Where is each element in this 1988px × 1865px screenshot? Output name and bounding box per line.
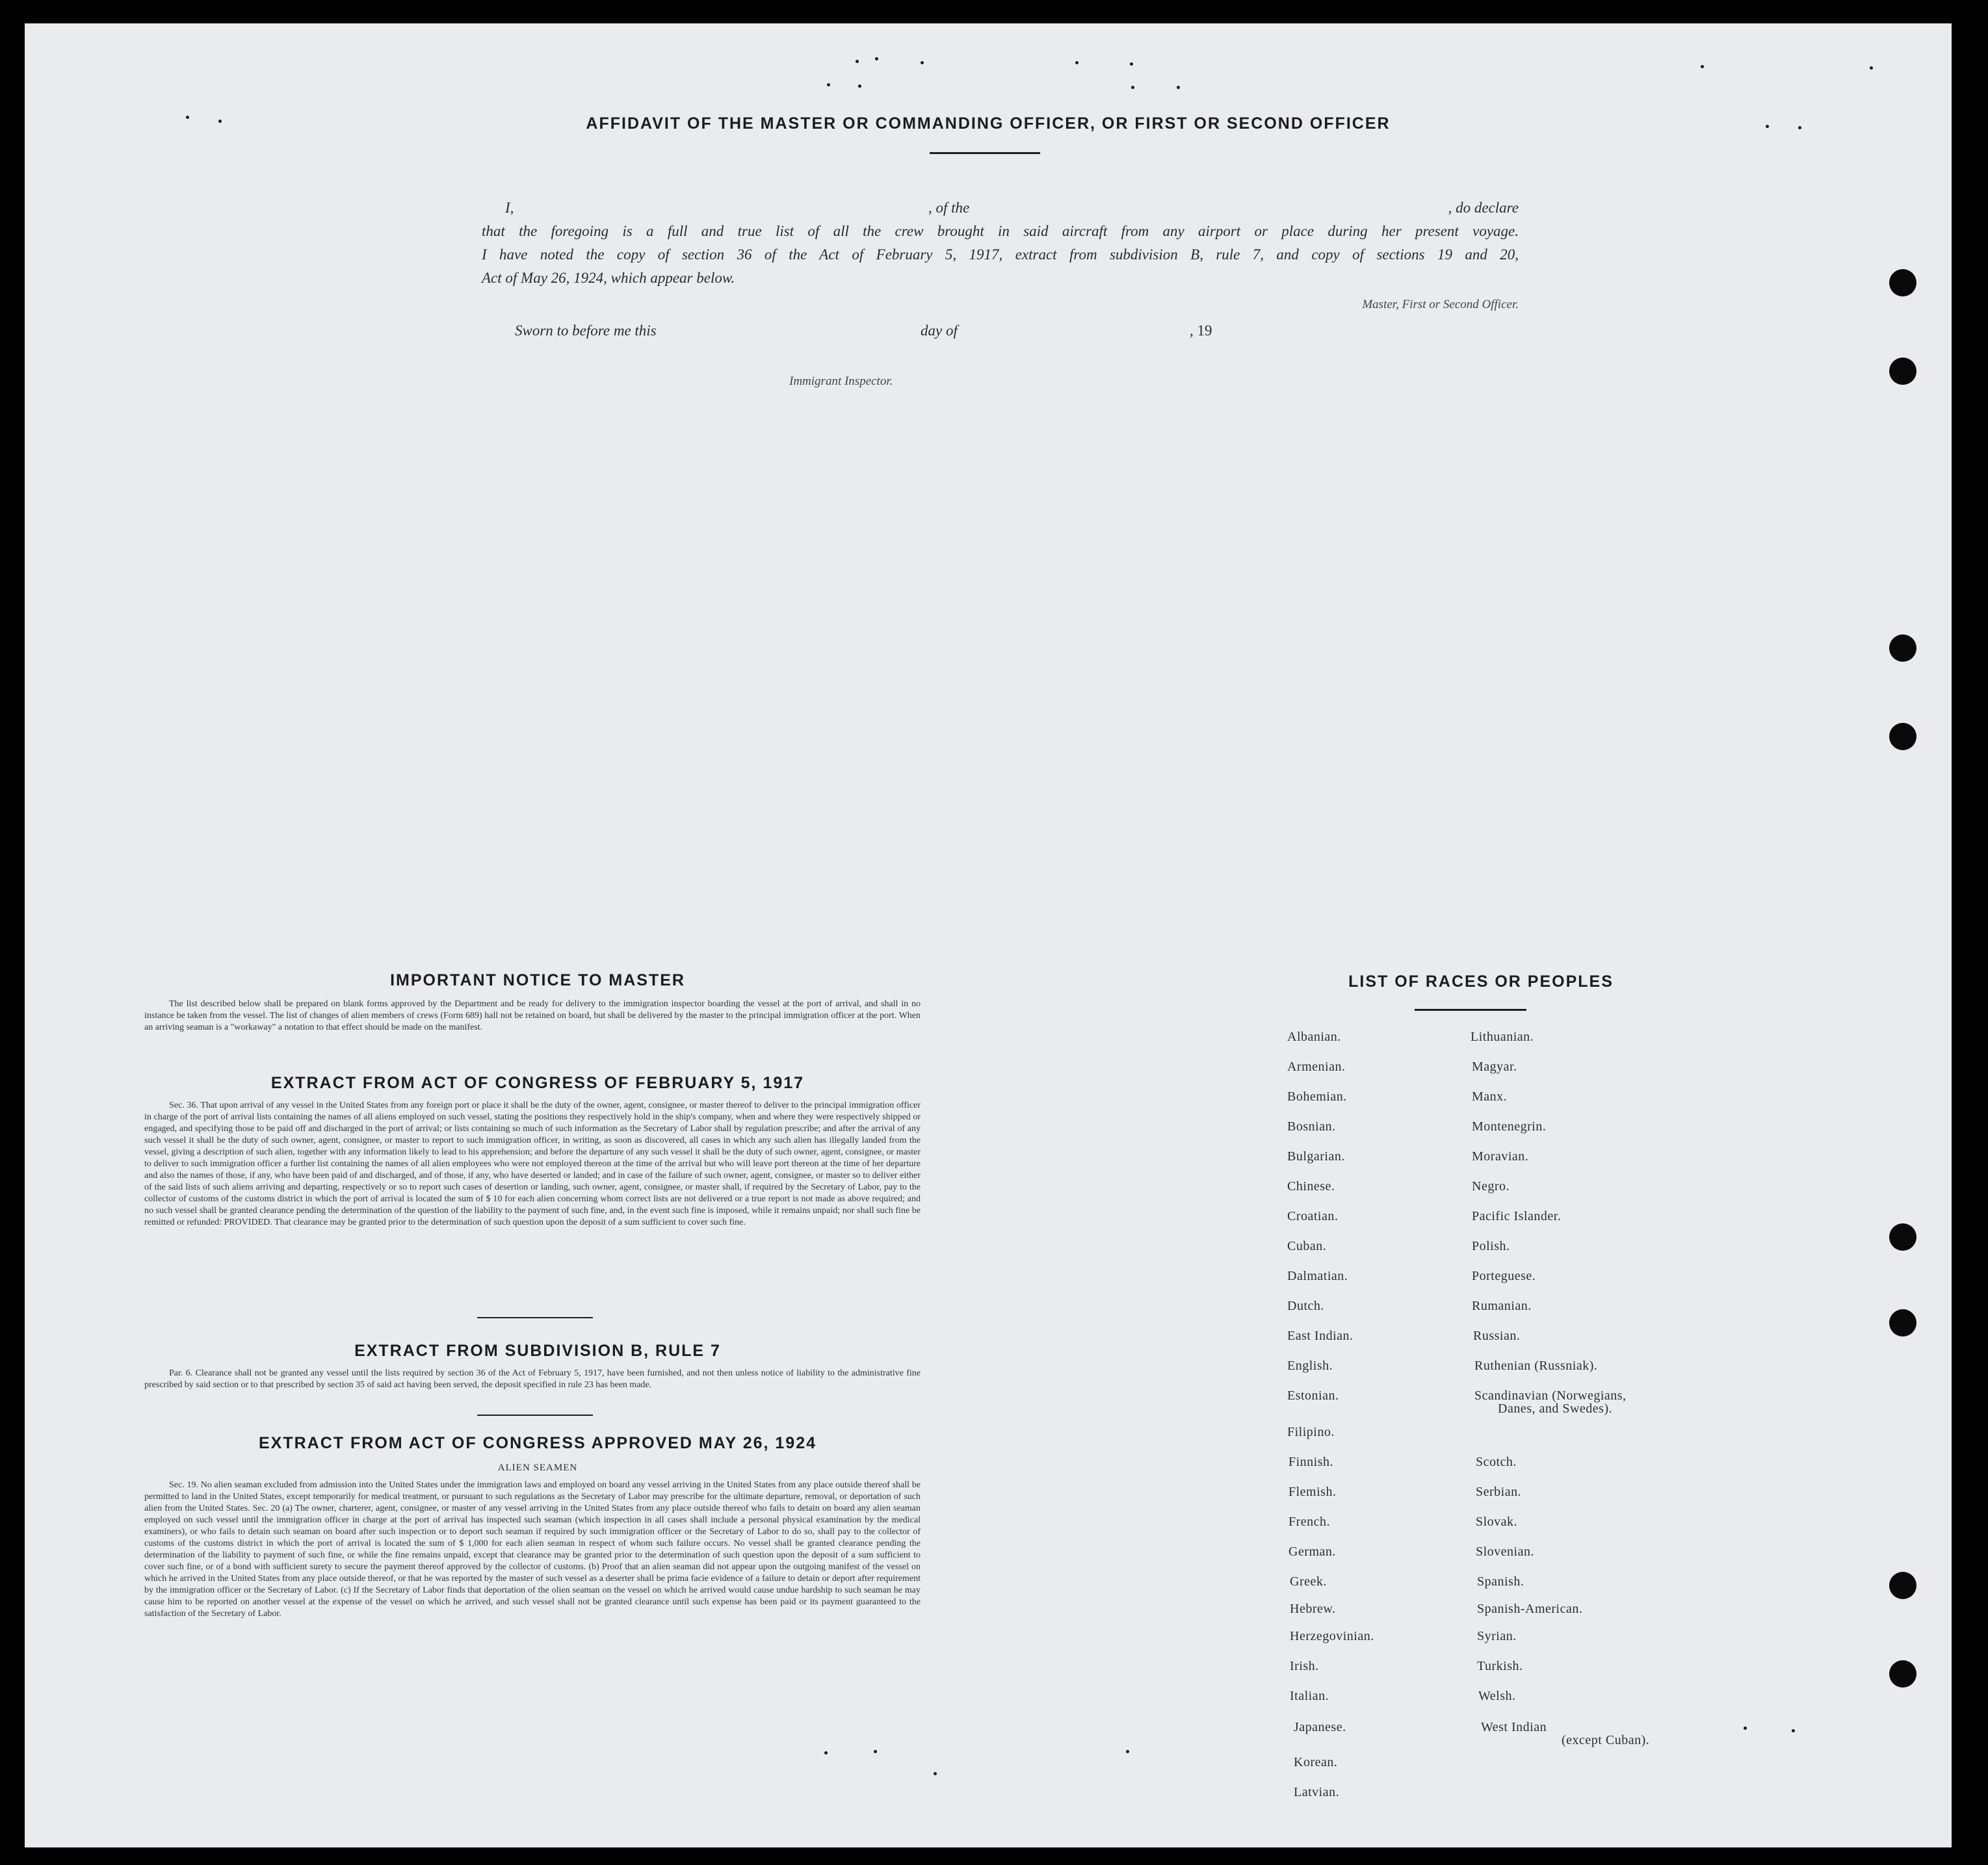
race-item: Albanian. — [1287, 1030, 1341, 1044]
punch-hole — [1889, 358, 1916, 385]
day-of-label: day of — [921, 322, 958, 339]
race-item: Croatian. — [1287, 1209, 1339, 1223]
affidavit-body — [482, 196, 1519, 290]
race-item: Moravian. — [1472, 1149, 1529, 1164]
extract-1924-subtitle: ALIEN SEAMEN — [497, 1463, 578, 1473]
race-item: Flemish. — [1288, 1485, 1337, 1499]
race-item: Porteguese. — [1472, 1269, 1536, 1283]
punch-hole — [1889, 723, 1916, 750]
race-item: Slovak. — [1476, 1515, 1518, 1529]
race-item: Magyar. — [1472, 1060, 1517, 1074]
punch-hole — [1889, 269, 1916, 296]
speck — [1701, 65, 1704, 68]
race-item: East Indian. — [1287, 1329, 1354, 1343]
speck — [934, 1772, 937, 1775]
notice-text: The list described below shall be prepared on blank forms approved by the Department and be ready for delivery to the immigration inspector boarding the vessel at the port of arrival, and shall in no instance be taken from the vessel. The list of changes of alien members of crews (Form 689) hall not be retained on board, but shall be delivered by the master to the principal immigration officer at the port. When an arriving seaman is a "workaway" a notation to that effect should be made on the manifest. — [144, 999, 921, 1032]
affidavit-title: AFFIDAVIT OF THE MASTER OR COMMANDING OFFICER, OR FIRST OR SECOND OFFICER — [586, 114, 1391, 133]
race-item: Serbian. — [1476, 1485, 1522, 1499]
speck — [824, 1751, 828, 1754]
race-item: Danes, and Swedes). — [1498, 1402, 1613, 1416]
race-item: Welsh. — [1478, 1689, 1516, 1703]
speck — [1075, 61, 1079, 64]
extract-1924-text: Sec. 19. No alien seaman excluded from admission into the United States under the immigration laws and employed on board any vessel arriving in the United States from any place outside thereof shall be permitted to land in the United States, except temporarily for medical treatment, or pursuant to such regulations as the Secretary of Labor may prescribe for the ultimate departure, removal, or deportation of such alien from the United States. Sec. 20 (a) The owner, charterer, agent, consignee, or master of any vessel arriving in the United States from any place outside thereof who fails to detain on board any alien seaman employed on such vessel until the immigration officer in charge at the port of arrival has inspected such seaman (which inspection in all cases shall include a personal physical examination by the medical examiners), or who fails to detain such seaman on board after such inspection or to deport such seaman if required by such immigration officer or the Secretary of Labor to do so, shall pay to the collector of customs of the customs district in which the port of arrival is located the sum of $ 1,000 for each alien seaman in respect of whom such failure occurs. No vessel shall be granted clearance pending the determination of the liability to payment of such fine, or while the fine remains unpaid, except that clearance may be granted prior to the determination of such question upon the deposit of a sum sufficient to cover such fine, or of a bond with sufficient surety to secure the payment thereof approved by the collector of customs. (b) Proof that an alien seaman did not appear upon the outgoing manifest of the vessel on which he arrived in the United States from any place outside thereof, or that he was reported by the master of such vessel as a deserter shall be prima facie evidence of a failure to detain or deport after requirement by the immigration officer or the Secretary of Labor. (c) If the Secretary of Labor finds that deportation of the olien seaman on the vessel on which he arrived would cause undue hardship to such seaman he may cause him to be reported on another vessel at the expense of the vessel on which he arrived, and such vessel shall not be granted clearance until such expense has been paid or its payment guaranteed to the satisfaction of the Secretary of Labor. — [144, 1480, 921, 1619]
race-item: Filipino. — [1287, 1425, 1335, 1439]
race-item: Bulgarian. — [1287, 1149, 1345, 1164]
race-item: Greek. — [1290, 1574, 1327, 1589]
speck — [827, 83, 830, 86]
speck — [1177, 86, 1180, 89]
race-item: Italian. — [1290, 1689, 1329, 1703]
affidavit-declare: , do declare — [1448, 200, 1519, 216]
speck — [1130, 62, 1133, 66]
race-item: Montenegrin. — [1472, 1119, 1547, 1134]
notice-title: IMPORTANT NOTICE TO MASTER — [390, 971, 685, 989]
race-item: Dutch. — [1287, 1299, 1324, 1313]
divider-rule — [477, 1317, 593, 1318]
race-item: Spanish. — [1477, 1574, 1524, 1589]
race-item: Dalmatian. — [1287, 1269, 1348, 1283]
rule7-title: EXTRACT FROM SUBDIVISION B, RULE 7 — [354, 1342, 721, 1360]
speck — [186, 116, 189, 119]
speck — [874, 1750, 877, 1753]
race-item: Finnish. — [1288, 1455, 1334, 1469]
affidavit-line-2: that the foregoing is a full and true list of all the crew brought in said aircraft from any airport or place during her present voyage. — [482, 223, 1519, 239]
affidavit-of-the: , of the — [928, 200, 970, 216]
race-item: Lithuanian. — [1471, 1030, 1534, 1044]
race-item: Latvian. — [1294, 1785, 1340, 1799]
speck — [1798, 126, 1801, 129]
race-item: (except Cuban). — [1562, 1733, 1650, 1747]
race-item: Slovenian. — [1476, 1545, 1534, 1559]
affidavit-line-4: Act of May 26, 1924, which appear below. — [482, 270, 735, 286]
race-item: Syrian. — [1477, 1629, 1517, 1643]
race-item: Polish. — [1472, 1239, 1510, 1253]
speck — [1766, 125, 1769, 128]
race-item: Cuban. — [1287, 1239, 1327, 1253]
speck — [1792, 1729, 1795, 1732]
race-item: Turkish. — [1477, 1659, 1523, 1673]
master-signature-label: Master, First or Second Officer. — [1362, 298, 1519, 311]
speck — [858, 85, 861, 88]
race-item: Negro. — [1472, 1179, 1510, 1193]
race-item: Scotch. — [1476, 1455, 1517, 1469]
races-rule — [1415, 1009, 1526, 1011]
race-item: Manx. — [1472, 1089, 1508, 1104]
extract-1924-title: EXTRACT FROM ACT OF CONGRESS APPROVED MAY 26, 1924 — [258, 1434, 817, 1452]
speck — [218, 120, 222, 123]
affidavit-i: I, — [505, 200, 514, 216]
inspector-label: Immigrant Inspector. — [789, 374, 893, 388]
race-item: Scandinavian (Norwegians, — [1474, 1389, 1627, 1403]
race-item: Korean. — [1294, 1755, 1338, 1769]
speck — [921, 61, 924, 64]
speck — [875, 57, 878, 60]
speck — [1131, 86, 1134, 89]
race-item: Rumanian. — [1472, 1299, 1532, 1313]
affidavit-line-3: I have noted the copy of section 36 of the Act of February 5, 1917, extract from subdivision B, rule 7, and copy of sections 19 and 20, — [482, 246, 1519, 263]
race-item: Bohemian. — [1287, 1089, 1347, 1104]
document-page — [25, 23, 1952, 1847]
race-item: Chinese. — [1287, 1179, 1335, 1193]
race-item: Japanese. — [1294, 1720, 1346, 1734]
punch-hole — [1889, 1572, 1916, 1599]
divider-rule — [477, 1415, 593, 1416]
race-item: Pacific Islander. — [1472, 1209, 1562, 1223]
race-item: Bosnian. — [1287, 1119, 1336, 1134]
race-item: Hebrew. — [1290, 1602, 1336, 1616]
race-item: Ruthenian (Russniak). — [1474, 1359, 1598, 1373]
race-item: Herzegovinian. — [1290, 1629, 1374, 1643]
races-title: LIST OF RACES OR PEOPLES — [1348, 972, 1614, 991]
race-item: West Indian — [1481, 1720, 1547, 1734]
punch-hole — [1889, 1223, 1916, 1251]
sworn-label: Sworn to before me this — [515, 322, 657, 339]
race-item: Estonian. — [1287, 1389, 1339, 1403]
race-item: Irish. — [1290, 1659, 1319, 1673]
rule7-text: Par. 6. Clearance shall not be granted any vessel until the lists required by section 36 of the Act of February 5, 1917, have been furnished, and not then unless notice of liability to the administrative fine prescribed by said section or to that prescribed by section 35 of said act having been served, the deposit specified in rule 23 has been made. — [144, 1368, 921, 1390]
punch-hole — [1889, 634, 1916, 662]
speck — [1744, 1727, 1747, 1730]
year-label: , 19 — [1190, 322, 1212, 339]
speck — [1126, 1750, 1129, 1753]
extract-1917-title: EXTRACT FROM ACT OF CONGRESS OF FEBRUARY 5, 1917 — [270, 1074, 805, 1092]
speck — [856, 60, 859, 63]
affidavit-line-1 — [482, 196, 1519, 220]
punch-hole — [1889, 1660, 1916, 1688]
race-item: Armenian. — [1287, 1060, 1346, 1074]
speck — [1870, 66, 1873, 70]
race-item: Russian. — [1473, 1329, 1521, 1343]
race-item: Spanish-American. — [1477, 1602, 1583, 1616]
race-item: English. — [1287, 1359, 1333, 1373]
extract-1917-text: Sec. 36. That upon arrival of any vessel in the United States from any foreign port or place it shall be the duty of the owner, agent, consignee, or master thereof to deliver to the principal immigration officer in charge of the port of arrival lists containing the names of all aliens employed on such vessel, stating the positions they respectively hold in the ship's company, when and where they were respectively shipped or engaged, and specifying those to be paid off and discharged in the port of arrival; or lists containing so much of such information as the Secretary of Labor shall by regulation prescribe; and after the arrival of any such vessel it shall be the duty of such owner, agent, consignee, or master to report to such immigration officer, in writing, as soon as discovered, all cases in which any such alien has illegally landed from the vessel, giving a description of such alien, together with any information likely to lead to his apprehension; and before the departure of any such vessel it shall be the duty of such owner, agent, consignee, or master to deliver to such immigration officer a further list containing the names of all alien employees who were not employed thereon at the time of the arrival but who will leave port thereon at the time of her departure and also the names of those, if any, who have been paid of and discharged, and of those, if any, who have deserted or landed; and in case of the failure of such owner, agent, consignee, or master so to deliver either of the said lists of such aliens arriving and departing, respectively or so to report such cases of desertion or landing, such owner, agent, consignee, or master shall, if required by the Secretary of Labor, pay to the collector of customs of the customs district in which the port of arrival is located the sum of $ 10 for each alien concerning whom correct lists are not delivered or a true report is not made as above required; and no such vessel shall be granted clearance pending the determination of the question of the liability to the payment of such fine, and, in the event such fine is imposed, while it remains unpaid; nor shall such fine be remitted or refunded: PROVIDED. That clearance may be granted prior to the determination of such question upon the deposit of a sum sufficient to cover such fine. — [144, 1101, 921, 1227]
title-rule — [930, 152, 1040, 154]
race-item: German. — [1288, 1545, 1336, 1559]
race-item: French. — [1288, 1515, 1331, 1529]
punch-hole — [1889, 1309, 1916, 1337]
